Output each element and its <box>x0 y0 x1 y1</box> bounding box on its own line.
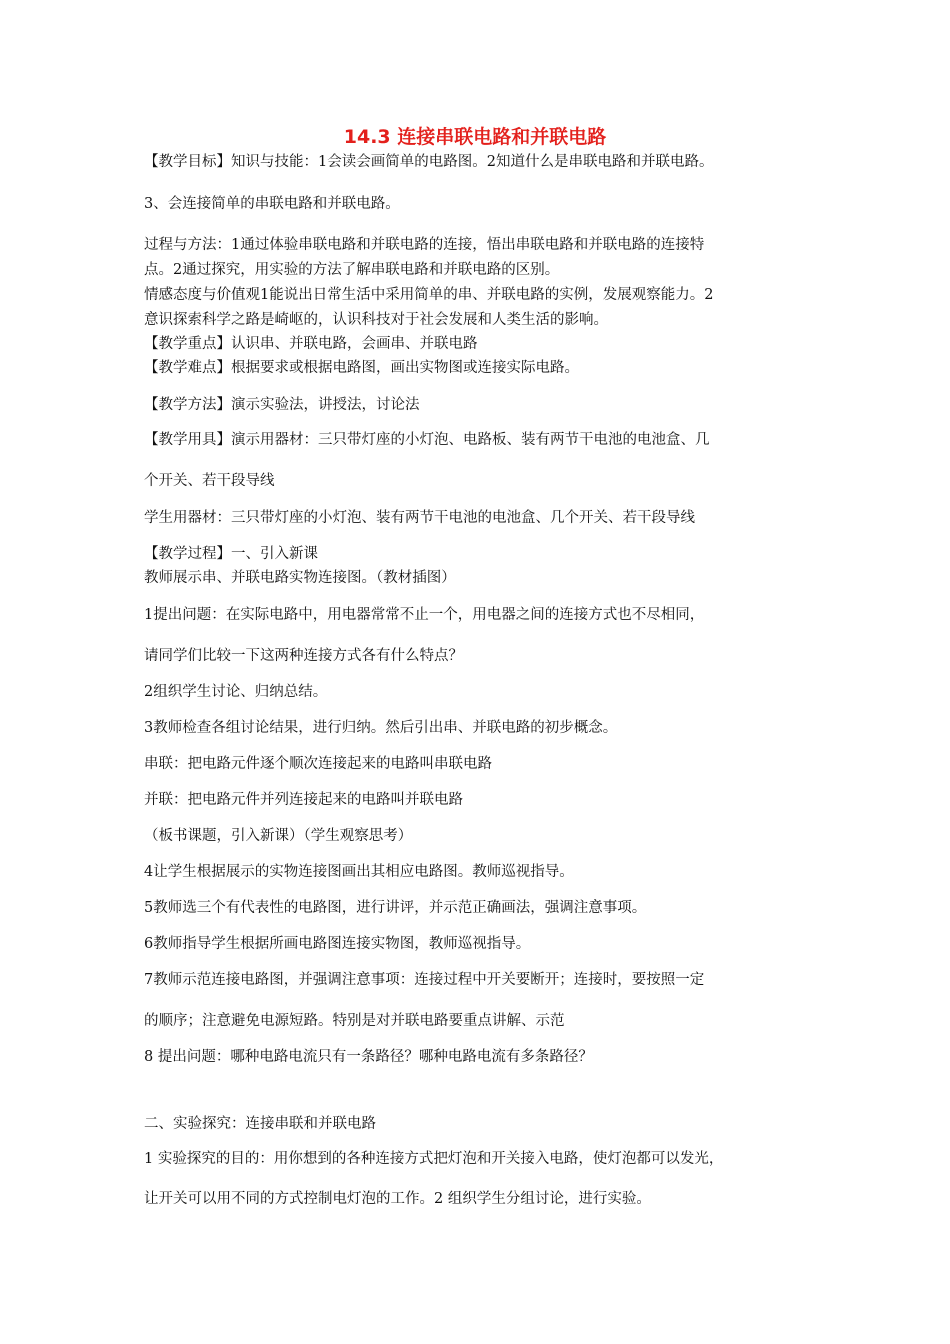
paragraph-line: 7教师示范连接电路图，并强调注意事项：连接过程中开关要断开；连接时，要按照一定 <box>144 972 705 988</box>
paragraph-line: 【教学难点】根据要求或根据电路图，画出实物图或连接实际电路。 <box>144 360 579 376</box>
paragraph-line: 个开关、若干段导线 <box>144 473 275 489</box>
paragraph-line: 并联：把电路元件并列连接起来的电路叫并联电路 <box>144 792 463 808</box>
paragraph-line: 过程与方法：1通过体验串联电路和并联电路的连接，悟出串联电路和并联电路的连接特 <box>144 237 705 253</box>
paragraph-line: 【教学过程】一、引入新课 <box>144 546 318 562</box>
paragraph-line: 【教学目标】知识与技能：1会读会画简单的电路图。2知道什么是串联电路和并联电路。 <box>144 154 714 170</box>
paragraph-line: （板书课题，引入新课）（学生观察思考） <box>144 828 413 844</box>
paragraph-line: 1 实验探究的目的：用你想到的各种连接方式把灯泡和开关接入电路，使灯泡都可以发光， <box>144 1151 724 1167</box>
paragraph-line: 3、会连接简单的串联电路和并联电路。 <box>144 196 400 212</box>
paragraph-line: 串联：把电路元件逐个顺次连接起来的电路叫串联电路 <box>144 756 492 772</box>
paragraph-line: 【教学用具】演示用器材：三只带灯座的小灯泡、电路板、装有两节干电池的电池盒、几 <box>144 432 710 448</box>
paragraph-line: 让开关可以用不同的方式控制电灯泡的工作。2 组织学生分组讨论，进行实验。 <box>144 1191 651 1207</box>
paragraph-line: 情感态度与价值观1能说出日常生活中采用简单的串、并联电路的实例，发展观察能力。2 <box>144 287 714 303</box>
paragraph-line: 意识探索科学之路是崎岖的，认识科技对于社会发展和人类生活的影响。 <box>144 312 608 328</box>
paragraph-line: 的顺序；注意避免电源短路。特别是对并联电路要重点讲解、示范 <box>144 1013 565 1029</box>
paragraph-line: 5教师选三个有代表性的电路图，进行讲评，并示范正确画法，强调注意事项。 <box>144 900 647 916</box>
paragraph-line: 请同学们比较一下这两种连接方式各有什么特点？ <box>144 648 463 664</box>
paragraph-line: 2组织学生讨论、归纳总结。 <box>144 684 328 700</box>
section-heading: 二、实验探究：连接串联和并联电路 <box>144 1116 376 1132</box>
paragraph-line: 1提出问题：在实际电路中，用电器常常不止一个，用电器之间的连接方式也不尽相同， <box>144 607 705 623</box>
paragraph-line: 学生用器材：三只带灯座的小灯泡、装有两节干电池的电池盒、几个开关、若干段导线 <box>144 510 695 526</box>
paragraph-line: 3教师检查各组讨论结果，进行归纳。然后引出串、并联电路的初步概念。 <box>144 720 618 736</box>
paragraph-line: 6教师指导学生根据所画电路图连接实物图，教师巡视指导。 <box>144 936 531 952</box>
paragraph-line: 点。2通过探究，用实验的方法了解串联电路和并联电路的区别。 <box>144 262 560 278</box>
paragraph-line: 【教学重点】认识串、并联电路，会画串、并联电路 <box>144 336 478 352</box>
document-title: 14.3 连接串联电路和并联电路 <box>343 126 607 148</box>
paragraph-line: 4让学生根据展示的实物连接图画出其相应电路图。教师巡视指导。 <box>144 864 574 880</box>
paragraph-line: 【教学方法】演示实验法，讲授法，讨论法 <box>144 397 420 413</box>
paragraph-line: 教师展示串、并联电路实物连接图。（教材插图） <box>144 570 456 586</box>
paragraph-line: 8 提出问题：哪种电路电流只有一条路径？哪种电路电流有多条路径？ <box>144 1049 593 1065</box>
